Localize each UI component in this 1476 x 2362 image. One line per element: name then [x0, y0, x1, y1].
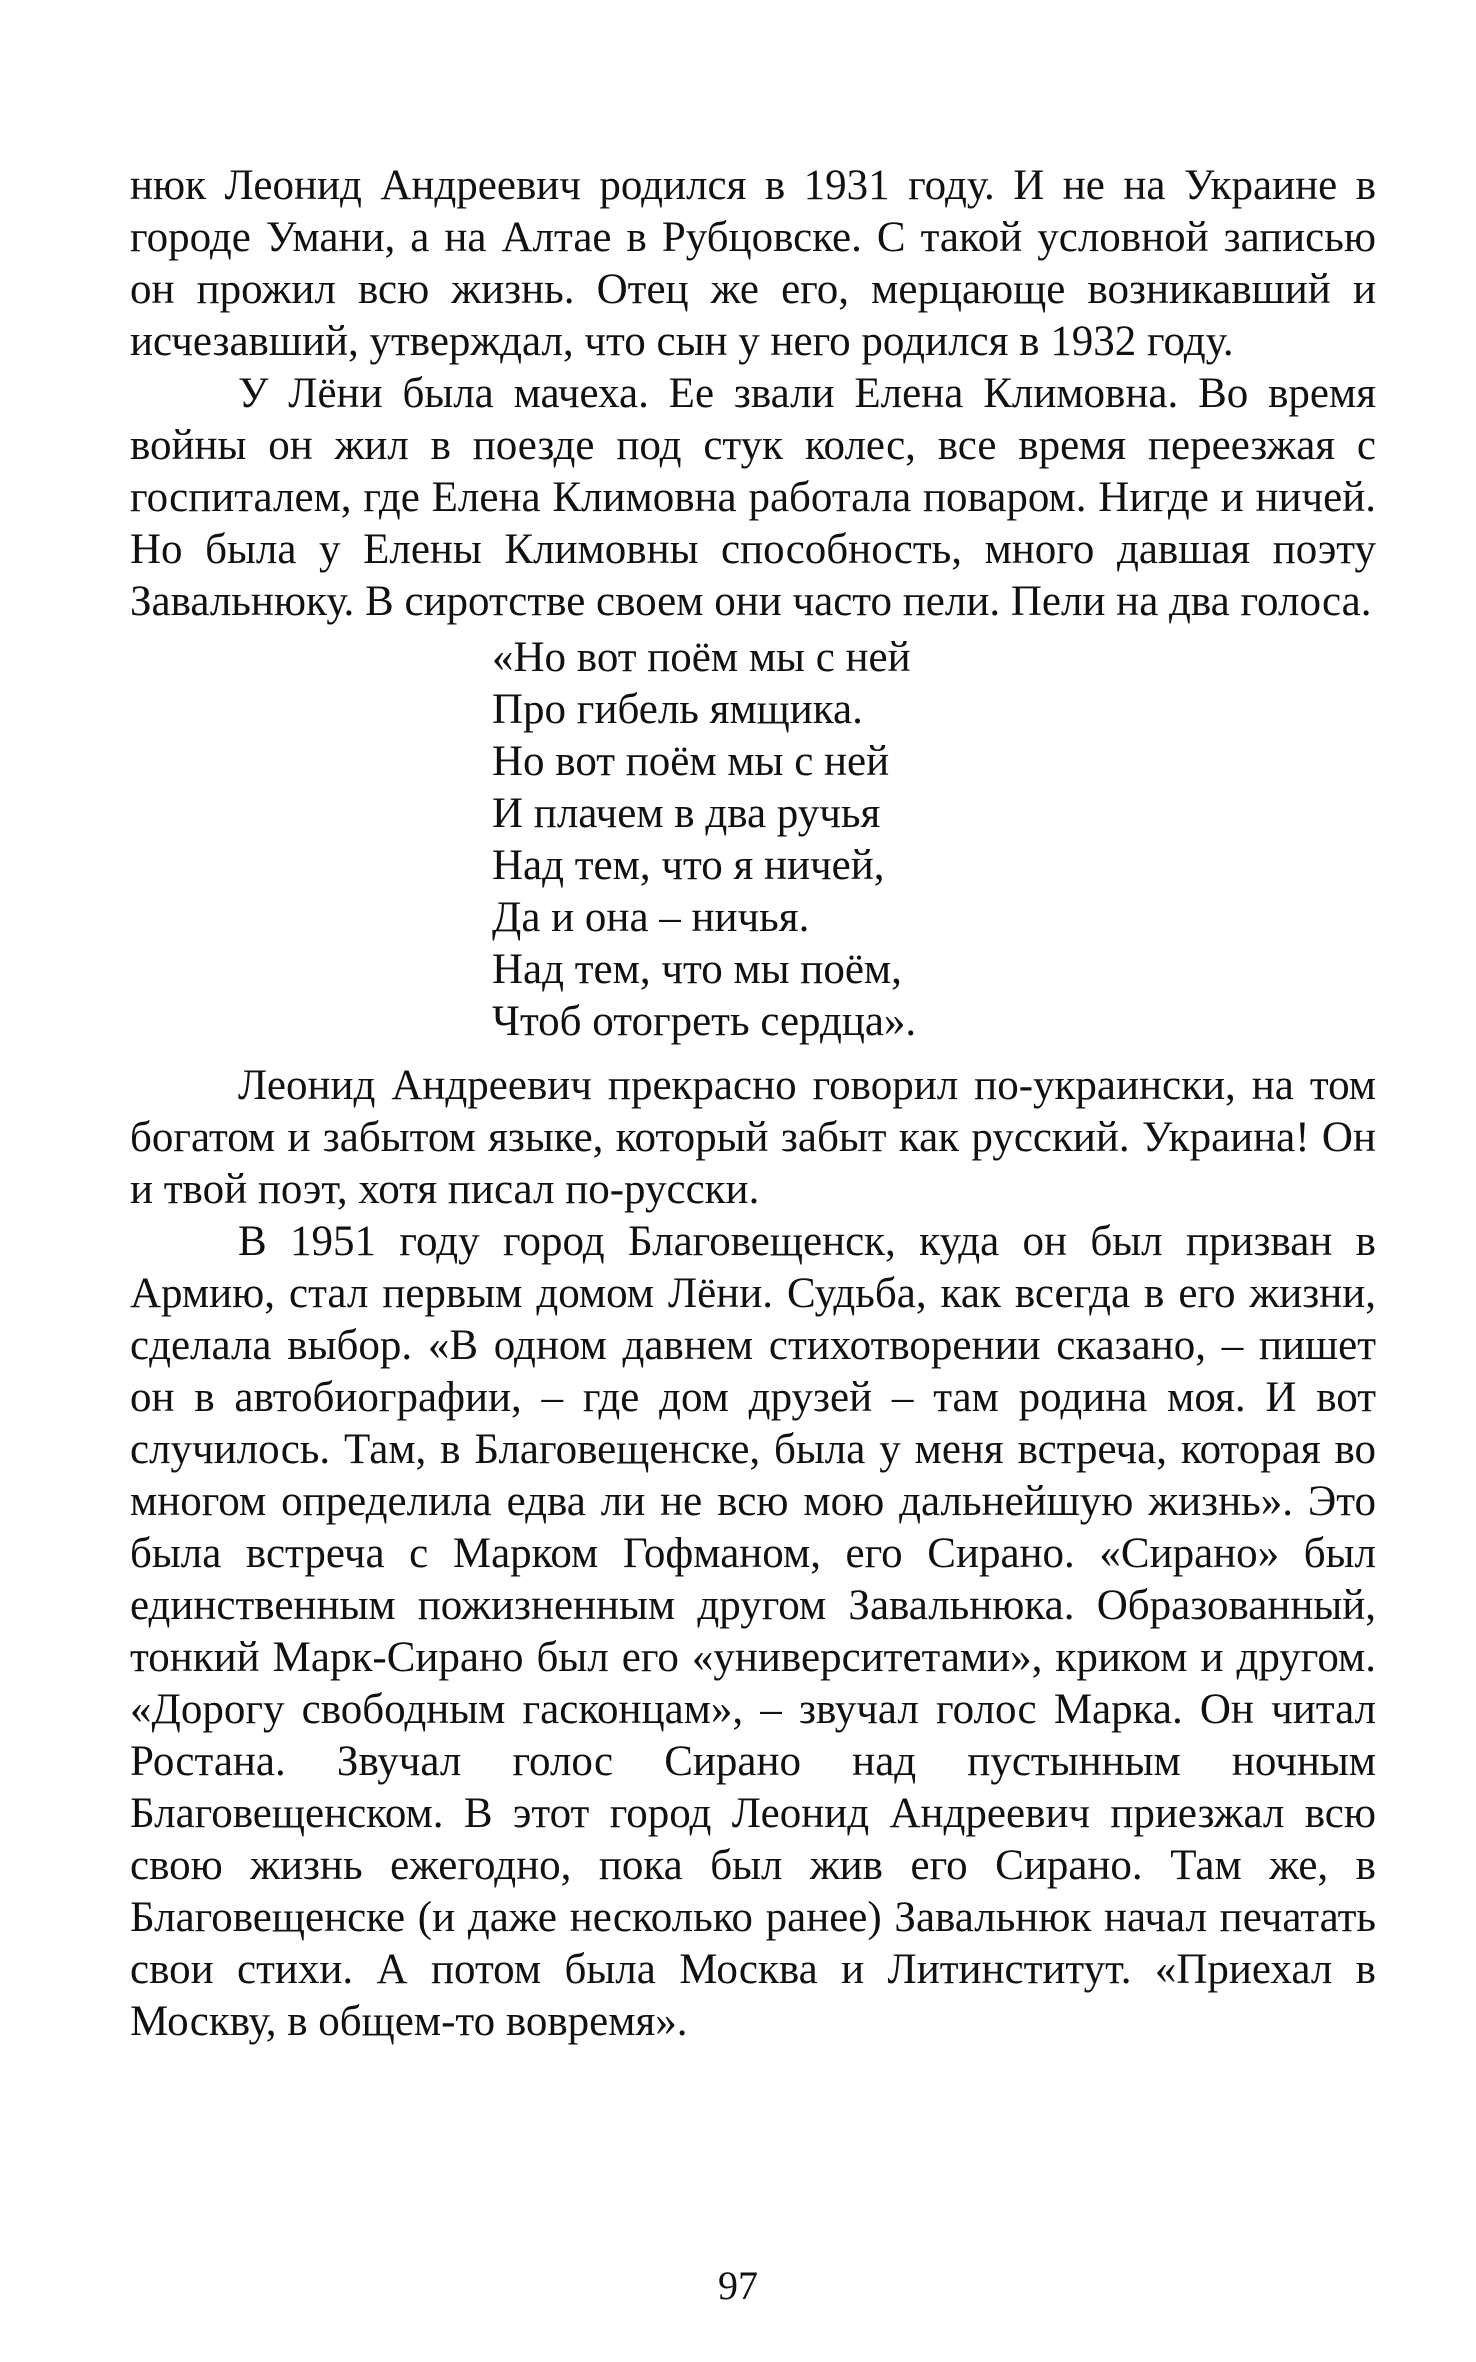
poem-line: И плачем в два ручья	[492, 790, 881, 837]
paragraph-blagoveshchensk: В 1951 году город Благовещенск, куда он был призван в Армию, стал первым домом Лёни. Судьба, как всегда в его жизни, сделала выбор. «В одном давнем стихотворении сказано, – пишет он в автобиографии, – где дом друзей – там родина моя. И вот случилось. Там, в Благовещенске, была у меня встреча, которая во многом определила едва ли не всю мою дальнейшую жизнь». Это была встреча с Марком Гофманом, его Сирано. «Сирано» был единственным пожизненным другом Завальнюка. Образованный, тонкий Марк-Сирано был его «университетами», криком и другом. «Дорогу свободным гасконцам», – звучал голос Марка. Он читал Ростана. Звучал голос Сирано над пустынным ночным Благовещенском. В этот город Леонид Андреевич приезжал всю свою жизнь ежегодно, пока был жив его Сирано. Там же, в Благовещенске (и даже несколько ранее) Завальнюк начал печатать свои стихи. А потом была Москва и Литинститут. «Приехал в Москву, в общем-то вовремя».	[130, 1218, 1376, 2045]
poem-line: Над тем, что мы поём,	[492, 946, 902, 993]
poem-line: Над тем, что я ничей,	[492, 842, 885, 889]
poem-line: Про гибель ямщика.	[492, 686, 863, 733]
poem-line: «Но вот поём мы с ней	[492, 634, 911, 681]
paragraph-ukrainian: Леонид Андреевич прекрасно говорил по-украински, на том богатом и забытом языке, который забыт как русский. Украина! Он и твой поэт, хотя писал по-русски.	[130, 1062, 1376, 1213]
poem-quote	[492, 632, 1376, 1048]
poem-line: Но вот поём мы с ней	[492, 738, 890, 785]
paragraph-stepmother: У Лёни была мачеха. Ее звали Елена Климовна. Во время войны он жил в поезде под стук колес, все время переезжая с госпиталем, где Елена Климовна работала поваром. Нигде и ничей. Но была у Елены Климовны способность, много давшая поэту Завальнюку. В сиротстве своем они часто пели. Пели на два голоса.	[130, 370, 1376, 625]
poem-line: Чтоб отогреть сердца».	[492, 998, 917, 1045]
paragraph-continued: нюк Леонид Андреевич родился в 1931 году. И не на Украине в городе Умани, а на Алтае в Рубцовске. С такой условной записью он прожил всю жизнь. Отец же его, мерцающе возникавший и исчезавший, утверждал, что сын у него родился в 1932 году.	[130, 162, 1376, 365]
poem-line: Да и она – ничья.	[492, 894, 810, 941]
page-body	[130, 160, 1376, 2048]
page-number: 97	[718, 2263, 758, 2308]
